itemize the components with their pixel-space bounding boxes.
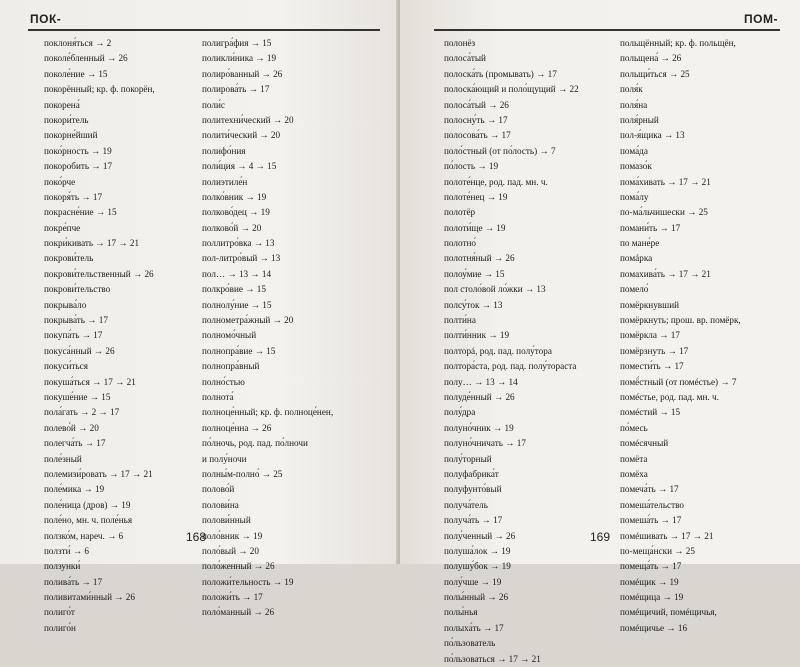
dictionary-entry: полти́нник → 19 (444, 330, 510, 341)
dictionary-entry: помёркнувший (620, 299, 680, 310)
dictionary-entry: помéшивать → 17 → 21 (620, 530, 714, 541)
dictionary-entry: помéсячный (620, 438, 669, 449)
dictionary-entry: покори́тель (44, 114, 89, 125)
dictionary-entry: полу́торный (444, 453, 492, 464)
header-rule-right (434, 29, 780, 31)
dictionary-entry: поле́зный (44, 453, 82, 464)
dictionary-entry: помéщичье → 16 (620, 622, 688, 633)
dictionary-entry: полуно́чничать → 17 (444, 438, 526, 449)
dictionary-entry: положи́тельность → 19 (202, 576, 294, 587)
dictionary-entry: поклоня́ться → 2 (44, 38, 112, 48)
dictionary-entry: поле́ница (дров) → 19 (44, 499, 131, 510)
dictionary-entry: поло́манный → 26 (202, 607, 275, 618)
dictionary-entry: положи́ть → 17 (202, 592, 263, 603)
dictionary-entry: полови́на (202, 499, 239, 510)
dictionary-entry: полко́вник → 19 (202, 191, 267, 202)
dictionary-entry: полива́ть → 17 (44, 576, 103, 587)
dictionary-entry: помéщичий, помéщичья, (620, 607, 717, 618)
dictionary-entry: полнолу́ние → 15 (202, 299, 272, 310)
dictionary-entry: помеша́тельство (620, 499, 684, 510)
dictionary-entry: ползко́м, нареч. → 6 (44, 530, 124, 541)
dictionary-entry: полково́й → 20 (202, 222, 262, 233)
dictionary-entry: помани́ть → 17 (620, 222, 681, 233)
page-number-right: 169 (590, 530, 611, 544)
dictionary-entry: полоте́нце, род. пад. мн. ч. (444, 176, 548, 187)
dictionary-entry: полнота́ (202, 391, 234, 402)
dictionary-entry: пол… → 13 → 14 (202, 268, 272, 279)
dictionary-entry: покуса́нный → 26 (44, 345, 115, 356)
dictionary-entry: покрови́тель (44, 253, 94, 264)
dictionary-entry: получа́тель (444, 499, 488, 510)
dictionary-entry: пома́лу (620, 191, 649, 202)
dictionary-entry: полево́й → 20 (44, 422, 99, 433)
dictionary-entry: поля́к (620, 84, 643, 95)
dictionary-entry: политехни́ческий → 20 (202, 114, 294, 125)
dictionary-entry: поливитами́нный → 26 (44, 592, 135, 603)
dictionary-entry: полонёз (444, 38, 476, 48)
dictionary-entry: покрови́тельственный → 26 (44, 268, 154, 279)
dictionary-entry: полнопра́вие → 15 (202, 345, 276, 356)
dictionary-entry: полосну́ть → 17 (444, 114, 508, 125)
running-head-right: ПОМ- (744, 12, 778, 26)
dictionary-entry: полу́дра (444, 407, 476, 418)
dictionary-entry: полотня́ный → 26 (444, 253, 515, 264)
dictionary-entry: полоска́ть (промывать) → 17 (444, 68, 557, 79)
dictionary-entry: по-меща́нски → 25 (620, 545, 695, 556)
dictionary-entry: польщённый; кр. ф. польщён, (620, 38, 736, 48)
dictionary-entry: полосова́ть → 17 (444, 130, 511, 141)
dictionary-entry: полсу́ток → 13 (444, 299, 503, 310)
dictionary-entry: и полу́ночи (202, 453, 247, 464)
dictionary-entry: покрыва́ть → 17 (44, 315, 108, 326)
dictionary-entry: полиго́т (44, 607, 75, 618)
dictionary-entry: поля́на (620, 99, 648, 110)
dictionary-entry: помёта (620, 453, 648, 464)
dictionary-entry: по мане́ре (620, 238, 660, 249)
dictionary-entry: помело́ (620, 284, 649, 295)
dictionary-entry: полиэтиле́н (202, 176, 248, 187)
dictionary-entry: полторá, род. пад. полу́тора (444, 345, 552, 356)
dictionary-entry: полиро́ванный → 26 (202, 68, 283, 79)
dictionary-entry: помахива́ть → 17 → 21 (620, 268, 711, 279)
dictionary-entry: полотёр (444, 207, 476, 218)
dictionary-entry: ползунки́ (44, 561, 81, 572)
right-column-1 (444, 36, 620, 667)
dictionary-entry: польщи́ться → 25 (620, 68, 690, 79)
dictionary-entry: помеща́ть → 17 (620, 561, 682, 572)
dictionary-entry: полноце́нна → 26 (202, 422, 272, 433)
dictionary-entry: полтора́ста, род. пад. полу́тораста (444, 361, 577, 372)
running-head-left: ПОК- (30, 12, 62, 26)
dictionary-entry: поло́вник → 19 (202, 530, 263, 541)
dictionary-entry: полны́м-полно́ → 25 (202, 468, 283, 479)
dictionary-entry: поллитро́вка → 13 (202, 238, 275, 249)
dictionary-entry: полифо́ния (202, 145, 246, 156)
dictionary-entry: полуфабрика́т (444, 468, 499, 479)
dictionary-entry: пол столо́вой ло́жки → 13 (444, 284, 546, 295)
dictionary-entry: пома́да (620, 145, 648, 156)
left-page (0, 0, 400, 633)
dictionary-entry: пол-я́щика → 13 (620, 130, 685, 141)
dictionary-entry: по́лость → 19 (444, 161, 499, 172)
dictionary-entry: помеча́ть → 17 (620, 484, 679, 495)
dictionary-entry: поло́вый → 20 (202, 545, 259, 556)
dictionary-entry: поколе́ние → 15 (44, 68, 108, 79)
dictionary-entry: поле́но, мн. ч. поле́нья (44, 515, 133, 526)
dictionary-entry: полы́нный → 26 (444, 592, 509, 603)
right-page (400, 0, 800, 664)
dictionary-entry: помеша́ть → 17 (620, 515, 682, 526)
dictionary-entry: полуде́нный → 26 (444, 391, 515, 402)
dictionary-entry: полоу́мие → 15 (444, 268, 505, 279)
dictionary-entry: полоса́тый (444, 53, 486, 64)
dictionary-entry: полу́ченный → 26 (444, 530, 516, 541)
dictionary-entry: полу… → 13 → 14 (444, 376, 518, 387)
dictionary-entry: покрыва́ло (44, 299, 87, 310)
header-rule-left (28, 29, 380, 31)
dictionary-entry: помёха (620, 468, 648, 479)
dictionary-entry: полуно́чник → 19 (444, 422, 514, 433)
right-column-2 (620, 36, 796, 636)
dictionary-entry: поле́мика → 19 (44, 484, 105, 495)
dictionary-entry: польщена́ → 26 (620, 53, 682, 64)
dictionary-entry: полово́й (202, 484, 235, 495)
dictionary-entry: пома́хивать → 17 → 21 (620, 176, 711, 187)
dictionary-entry: полыха́ть → 17 (444, 622, 504, 633)
dictionary-entry: поля́рный (620, 114, 659, 125)
left-column-1 (44, 36, 220, 636)
dictionary-entry: покуше́ние → 15 (44, 391, 111, 402)
dictionary-entry: полково́дец → 19 (202, 207, 270, 218)
dictionary-entry: полови́нный (202, 515, 251, 526)
dictionary-entry: полнометра́жный → 20 (202, 315, 294, 326)
dictionary-entry: помéстий → 15 (620, 407, 681, 418)
dictionary-entry: по́льзователь (444, 638, 496, 649)
dictionary-entry: покорённый; кр. ф. покорён, (44, 84, 155, 95)
dictionary-entry: поко́рность → 19 (44, 145, 112, 156)
dictionary-entry: покрови́тельство (44, 284, 111, 295)
dictionary-entry: покре́пче (44, 222, 81, 233)
dictionary-entry: покри́кивать → 17 → 21 (44, 238, 140, 249)
dictionary-entry: полегча́ть → 17 (44, 438, 106, 449)
dictionary-entry: помёрзнуть → 17 (620, 345, 689, 356)
dictionary-entry: получа́ть → 17 (444, 515, 503, 526)
dictionary-entry: покуша́ться → 17 → 21 (44, 376, 136, 387)
dictionary-entry: полкро́вие → 15 (202, 284, 266, 295)
dictionary-entry: по́льзоваться → 17 → 21 (444, 653, 541, 664)
dictionary-entry: по́месь (620, 422, 648, 433)
dictionary-entry: помéщица → 19 (620, 592, 684, 603)
dictionary-entry: покоря́ть → 17 (44, 191, 103, 202)
dictionary-entry: поли́с (202, 99, 225, 110)
dictionary-entry: полоса́тый → 26 (444, 99, 509, 110)
dictionary-entry: полномо́чный (202, 330, 257, 341)
dictionary-entry: полы́нья (444, 607, 478, 618)
dictionary-entry: покуси́ться (44, 361, 88, 372)
dictionary-entry: полти́на (444, 315, 476, 326)
dictionary-entry: покорена́ (44, 99, 80, 110)
dictionary-entry: помёркнуть; прош. вр. помёрк, (620, 315, 741, 326)
dictionary-entry: помазо́к (620, 161, 652, 172)
dictionary-entry: полемизи́ровать → 17 → 21 (44, 468, 153, 479)
dictionary-entry: полоте́нец → 19 (444, 191, 508, 202)
dictionary-entry: по-ма́льчишески → 25 (620, 207, 708, 218)
dictionary-entry: покорне́йший (44, 130, 98, 141)
dictionary-entry: по́лночь, род. пад. по́лночи (202, 438, 308, 449)
dictionary-entry: полуша́лок → 19 (444, 545, 511, 556)
page-number-left: 168 (186, 530, 207, 544)
dictionary-entry: поло́женный → 26 (202, 561, 275, 572)
dictionary-entry: полирова́ть → 17 (202, 84, 270, 95)
dictionary-entry: покупа́ть → 17 (44, 330, 103, 341)
dictionary-entry: помéщик → 19 (620, 576, 679, 587)
dictionary-entry: полушу́бок → 19 (444, 561, 511, 572)
dictionary-entry: помёркла → 17 (620, 330, 680, 341)
dictionary-entry: полу́чше → 19 (444, 576, 502, 587)
dictionary-entry: поколе́бленный → 26 (44, 53, 128, 64)
dictionary-entry: полигра́фия → 15 (202, 38, 272, 48)
dictionary-entry: поло́стный (от по́лость) → 7 (444, 145, 556, 156)
dictionary-entry: полоска́ющий и поло́щущий → 22 (444, 84, 579, 95)
dictionary-entry: поликли́ника → 19 (202, 53, 277, 64)
dictionary-entry: помáрка (620, 253, 653, 264)
dictionary-entry: покоробить → 17 (44, 161, 113, 172)
dictionary-entry: полуфунто́вый (444, 484, 502, 495)
dictionary-entry: покрасне́ние → 15 (44, 207, 117, 218)
dictionary-entry: полити́ческий → 20 (202, 130, 281, 141)
dictionary-entry: полиго́н (44, 622, 76, 633)
dictionary-entry: поко́рче (44, 176, 76, 187)
dictionary-entry: пол-литро́вый → 13 (202, 253, 281, 264)
dictionary-entry: полноце́нный; кр. ф. полноце́нен, (202, 407, 334, 418)
dictionary-entry: помести́ть → 17 (620, 361, 684, 372)
left-column-2 (202, 36, 378, 621)
dictionary-entry: поли́ция → 4 → 15 (202, 161, 277, 172)
dictionary-entry: помéстье, род. пад. мн. ч. (620, 391, 719, 402)
dictionary-entry: полнопра́вный (202, 361, 260, 372)
dictionary-entry: полотно́ (444, 238, 476, 249)
dictionary-entry: помё́стный (от помéстье) → 7 (620, 376, 737, 387)
dictionary-entry: ползти́ → 6 (44, 545, 89, 556)
dictionary-entry: полоти́ще → 19 (444, 222, 506, 233)
dictionary-entry: полно́стью (202, 376, 245, 387)
dictionary-entry: пола́гать → 2 → 17 (44, 407, 120, 418)
